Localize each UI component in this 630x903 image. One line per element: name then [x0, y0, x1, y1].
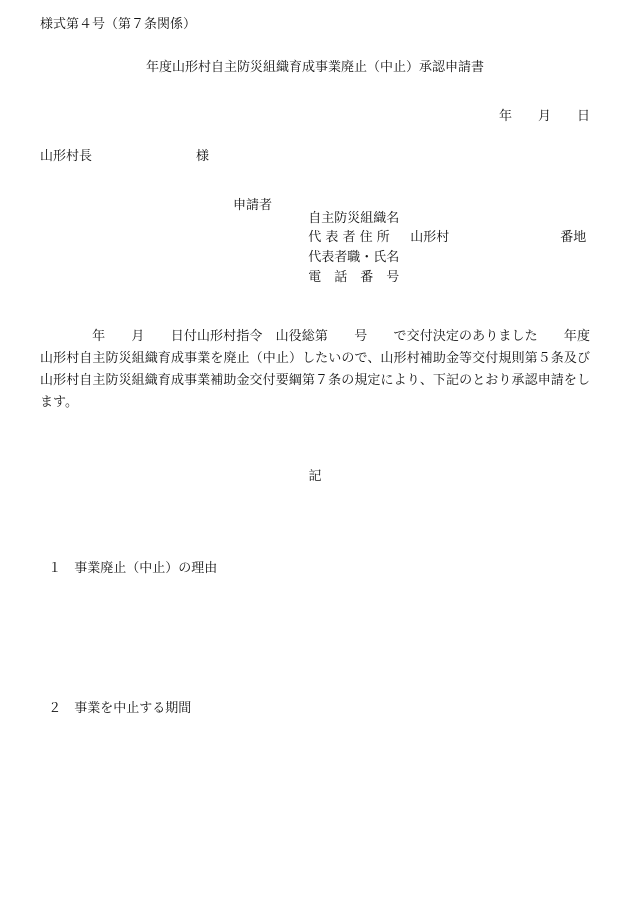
representative-name-label: 代表者職・氏名: [308, 250, 400, 265]
item-reason: [40, 549, 217, 575]
phone-number-label: 電 話 番 号: [308, 270, 400, 285]
organization-name-label: 自主防災組織名: [308, 211, 400, 226]
addressee: 山形村長 様: [40, 149, 210, 164]
application-body: [40, 326, 590, 414]
page-title: 年度山形村自主防災組織育成事業廃止（中止）承認申請書: [145, 60, 484, 75]
item-text: 事業を中止する期間: [74, 701, 192, 716]
item-text: 事業廃止（中止）の理由: [74, 561, 218, 576]
kigo-heading: 記: [308, 469, 322, 484]
representative-address-suffix: 番地: [560, 230, 587, 245]
representative-address-value: 山形村: [410, 230, 450, 245]
applicant-row-phone: [300, 258, 560, 284]
form-number: 様式第４号（第７条関係）: [40, 17, 197, 32]
representative-address-label: 代 表 者 住 所: [308, 230, 390, 245]
applicant-label: 申請者: [233, 198, 273, 213]
application-body-text: 年 月 日付山形村指令 山役総第 号 で交付決定のありました 年度山形村自主防災組織育成事業を廃止（中止）したいので、山形村補助金等交付規則第５条及び山形村自主防災組織育成事業補助金交付要綱第７条の規定により、下記のとおり承認申請をします。: [40, 329, 590, 410]
item-period: [40, 689, 191, 715]
date-line: 年 月 日: [498, 109, 590, 124]
item-number: １: [48, 561, 62, 576]
item-number: ２: [48, 701, 62, 716]
